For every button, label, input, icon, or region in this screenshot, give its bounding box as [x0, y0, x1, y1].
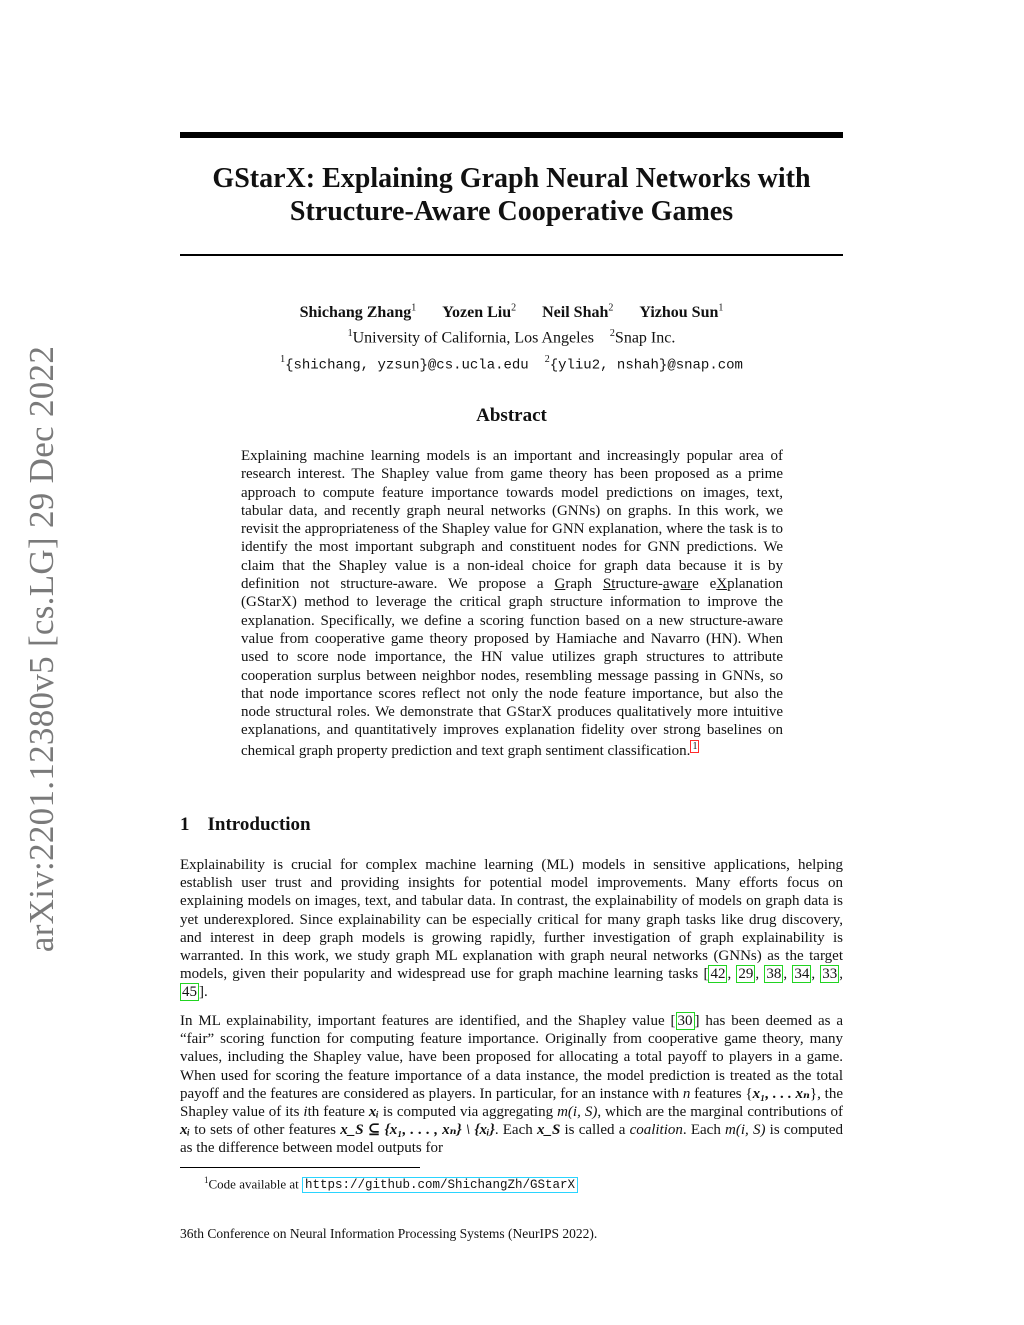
footnote-link[interactable]: 1 — [692, 740, 698, 752]
footnote: $^1$Code available at https://github.com/ShichangZh/GStarX — [204, 1175, 578, 1192]
title-top-rule — [180, 132, 843, 138]
abstract-heading: Abstract — [476, 405, 547, 426]
venue-note: 36th Conference on Neural Information Processing Systems (NeurIPS 2022). — [180, 1226, 598, 1241]
citation-link[interactable]: 34 — [794, 966, 810, 983]
section-heading — [180, 814, 311, 836]
citation-link[interactable]: 45 — [182, 984, 197, 1001]
citation-link[interactable]: 29 — [738, 966, 754, 983]
author: Yozen Liu$^2$ — [442, 303, 517, 322]
code-url-link[interactable]: https://github.com/ShichangZh/GStarX — [302, 1177, 578, 1193]
citation-link[interactable]: 42 — [710, 966, 726, 983]
citation-link[interactable]: 30 — [677, 1013, 693, 1029]
email-ucla: {shichang, yzsun}@cs.ucla.edu — [285, 356, 529, 373]
method-name: Graph Structure-aware eXplanation — [554, 576, 783, 593]
citation-link[interactable]: 38 — [766, 966, 782, 983]
author-names — [180, 298, 843, 323]
author-block — [180, 298, 843, 376]
affiliations: $^1$University of California, Los Angeles $^2$Snap Inc. — [347, 328, 676, 347]
author: Neil Shah$^2$ — [542, 303, 614, 322]
email-snap: {yliu2, nshah}@snap.com — [549, 356, 743, 373]
arxiv-identifier-stamp — [14, 345, 70, 953]
intro-paragraph-2: In ML explainability, important features are identified, and the Shapley value [ 30 ] has been deemed as a “fair” scoring function for computing feature importance. Originally from cooperative game theory, many values, including the Shapley value, have been proposed for allocating a total payoff to players in a game. When used for scoring the feature importance of a data instance, the model prediction is treated as the total payoff and the features are considered as players. In particular, for an instance with n features {x₁, . . . xₙ}, the Shapley value of its ith feature xᵢ is computed via aggregating m(i, S), which are the marginal contributions of xᵢ to sets of other features x_S ⊆ {x₁, . . . , xₙ} \ {xᵢ}. Each x_S is called a coalition. Each m(i, S) is computed as the difference between model outputs for — [180, 1013, 844, 1157]
section-number: 1 — [180, 814, 190, 835]
arxiv-id-text: arXiv:2201.12380v5 [cs.LG] 29 Dec 2022 — [22, 345, 61, 953]
title-line-2: Structure-Aware Cooperative Games — [289, 196, 734, 227]
abstract-body: Explaining machine learning models is an important and increasingly popular area of research interest. The Shapley value from game theory has been proposed as a prime approach to compute feature importance towards model predictions on images, text, tabular data, and recently graph neural networks (GNNs) on graphs. In this work, we revisit the appropriateness of the Shapley value for GNN explanation, where the task is to identify the most important subgraph and constituent nodes for GNN predictions. We claim that the Shapley value is a non-ideal choice for graph data because it is by definition not structure-aware. We propose a Graph Structure-aware eXplanation (GStarX) method to leverage the critical graph structure information to improve the explanation. Specifically, we define a scoring function based on a new structure-aware value from cooperative game theory proposed by Hamiache and Navarro (HN). When used to score node importance, the HN value utilizes graph structures to attribute cooperation surplus between neighbor nodes, resembling message passing in GNNs, so that node importance scores reflect not only the node feature importance, but also the node structural roles. We demonstrate that GStarX produces qualitatively more intuitive explanations, and quantitatively improves explanation fidelity over strong baselines on chemical graph property prediction and text graph sentiment classification. 1 — [241, 448, 783, 759]
section-title: Introduction — [207, 814, 311, 835]
paper-title — [180, 162, 843, 228]
author: Yizhou Sun$^1$ — [639, 303, 724, 322]
footnote-rule — [180, 1167, 420, 1168]
citation-link[interactable]: 33 — [822, 966, 838, 983]
email-addresses: $^1${shichang, yzsun}@cs.ucla.edu $^2${yliu2, nshah}@snap.com — [280, 353, 743, 373]
title-line-1: GStarX: Explaining Graph Neural Networks with — [212, 163, 811, 194]
title-bottom-rule — [180, 254, 843, 256]
author: Shichang Zhang$^1$ — [299, 303, 417, 322]
intro-paragraph-1: Explainability is crucial for complex machine learning (ML) models in sensitive applications, helping establish user trust and providing insights for potential model improvements. Many efforts focus on explaining models on images, text, and tabular data. In contrast, the explainability of models on graph data is yet underexplored. Since explainability can be especially critical for many graph tasks like drug discovery, and interest in deep graph models is growing rapidly, further investigation of graph explainability is warranted. In this work, we study graph ML explanation with graph neural networks (GNNs) as the target models, given their popularity and widespread use for graph machine learning tasks [ 42 , 29 , 38 , 34 , 33 , 45 ]. — [180, 857, 844, 1001]
